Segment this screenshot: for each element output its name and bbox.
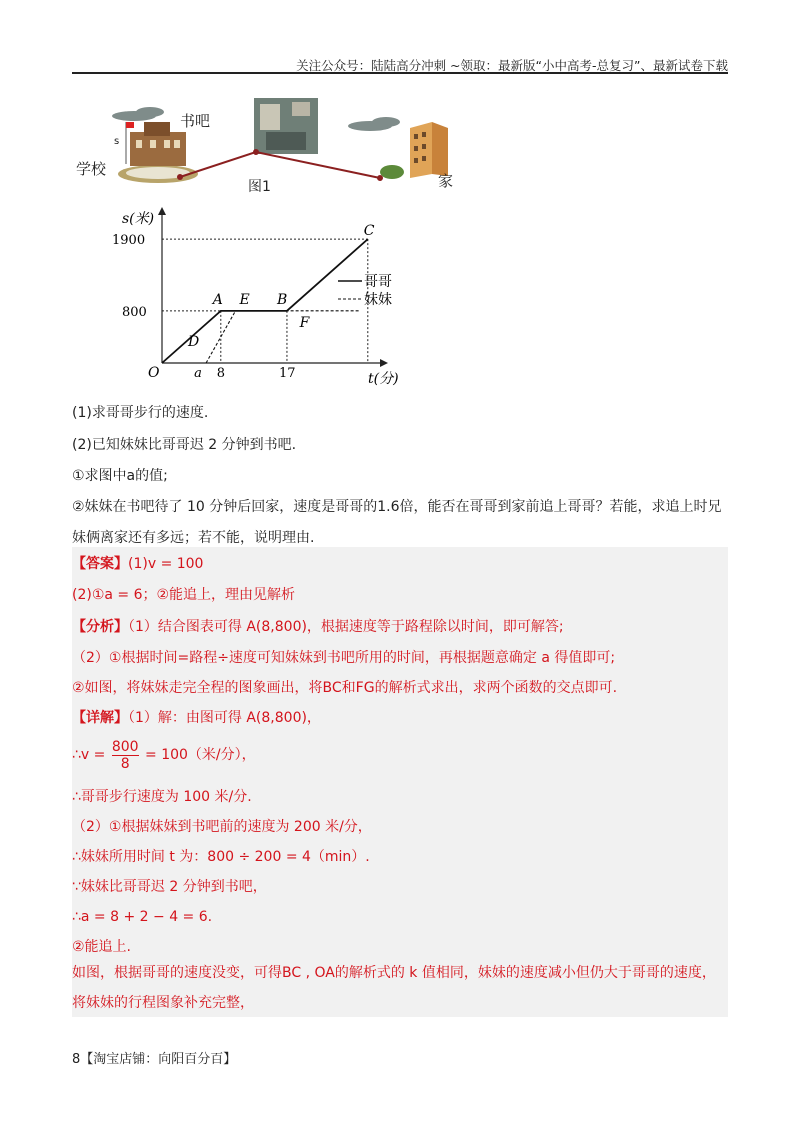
x-tick-a: a [194, 366, 202, 381]
home-label: 家 [438, 172, 454, 190]
school-point [177, 174, 183, 180]
y-axis-label: s(米) [122, 211, 155, 227]
x-tick-8: 8 [216, 366, 226, 381]
route-line [180, 152, 380, 178]
legend-label-1: 哥哥 [364, 274, 392, 290]
bookstore-point [253, 149, 259, 155]
cloud-icon [348, 117, 400, 131]
detail-10: 将妹妹的行程图象补充完整， [72, 995, 254, 1011]
home-point [377, 175, 383, 181]
answer-2: (2)①a = 6；②能追上，理由见解析 [72, 587, 296, 603]
school-label: 学校 [76, 160, 107, 178]
legend-label-2: 妹妹 [364, 292, 392, 308]
analysis-tag: 【分析】 [72, 619, 128, 635]
detail-6: ∵妹妹比哥哥迟 2 分钟到书吧， [72, 879, 267, 895]
point-label-A: A [212, 291, 223, 308]
detail-3: ∴哥哥步行速度为 100 米/分. [72, 789, 252, 805]
analysis-3: ②如图，将妹妹走完全程的图象画出，将BC和FG的解析式求出，求两个函数的交点即可. [72, 680, 618, 696]
page-header: 关注公众号：陆陆高分冲刺 ~领取：最新版“小中高考-总复习”、最新试卷下载 [296, 58, 728, 73]
detail-tag: 【详解】 [72, 710, 128, 726]
distance-time-chart [110, 205, 430, 395]
distance-label: s [114, 136, 120, 147]
detail-2 [72, 738, 256, 772]
detail-7: ∴a = 8 + 2 − 4 = 6. [72, 909, 213, 925]
fraction-numerator: 800 [111, 738, 139, 755]
figure-1-caption: 图1 [248, 179, 271, 195]
analysis-2: （2）①根据时间=路程÷速度可知妹妹到书吧所用的时间，再根据题意确定 a 得值即可; [72, 650, 616, 666]
question-2: (2)已知妹妹比哥哥迟 2 分钟到书吧. [72, 437, 297, 453]
fraction-denominator: 8 [120, 755, 130, 772]
answer-line-1 [72, 553, 203, 575]
y-tick-800: 800 [122, 304, 147, 320]
detail-line-1 [72, 707, 321, 729]
speed-fraction [112, 739, 139, 772]
origin-label: O [148, 365, 160, 381]
bookstore-photo-icon [254, 98, 318, 154]
question-1: (1)求哥哥步行的速度. [72, 405, 209, 421]
x-tick-17: 17 [278, 366, 296, 381]
detail-5: ∴妹妹所用时间 t 为：800 ÷ 200 = 4（min）. [72, 849, 370, 865]
detail-4: （2）①根据妹妹到书吧前的速度为 200 米/分， [72, 819, 372, 835]
x-axis-arrow [380, 359, 388, 367]
point-label-B: B [276, 291, 288, 308]
series-line-2 [206, 311, 360, 363]
cloud-icon [112, 107, 164, 121]
y-axis-arrow [158, 207, 166, 215]
detail-2-prefix: ∴v = [72, 747, 106, 763]
answer-tag: 【答案】 [72, 556, 128, 572]
bookstore-label: 书吧 [180, 112, 211, 130]
detail-2-suffix: = 100（米/分）， [145, 747, 256, 763]
question-2-part-1: ①求图中a的值; [72, 468, 168, 484]
figure-1-illustration [70, 92, 470, 202]
analysis-1: （1）结合图表可得 A(8,800)，根据速度等于路程除以时间，即可解答; [128, 619, 564, 635]
question-2-part-2: ②妹妹在书吧待了 10 分钟后回家，速度是哥哥的1.6倍，能否在哥哥到家前追上哥哥？若能，求追上时兄 [72, 499, 722, 515]
x-axis-label: t(分) [368, 371, 399, 387]
header-divider [72, 72, 728, 74]
chart-svg [110, 205, 430, 395]
detail-9: 如图，根据哥哥的速度没变，可得BC , OA的解析式的 k 值相同，妹妹的速度减小但仍大于哥哥的速度， [72, 965, 716, 981]
school-building-icon [118, 122, 198, 183]
analysis-line-1 [72, 616, 564, 638]
point-label-D: D [188, 334, 200, 351]
detail-1: （1）解：由图可得 A(8,800)， [128, 710, 321, 726]
point-label-E: E [239, 291, 250, 308]
page-footer: 8【淘宝店铺：向阳百分百】 [72, 1052, 237, 1067]
point-label-F: F [299, 314, 310, 331]
detail-8: ②能追上. [72, 939, 132, 955]
y-tick-1900: 1900 [112, 233, 146, 249]
answer-1: (1)v = 100 [128, 556, 204, 572]
question-2-part-2-cont: 妹俩离家还有多远；若不能，说明理由. [72, 530, 315, 546]
point-label-C: C [363, 223, 375, 240]
